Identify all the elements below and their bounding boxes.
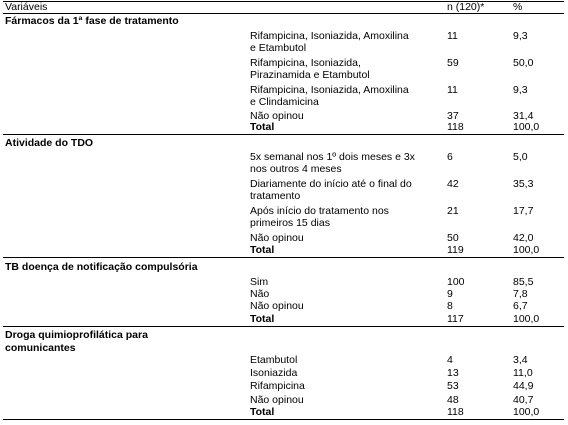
row-label: Isoniazida bbox=[250, 367, 298, 379]
row-pct: 40,7 bbox=[513, 394, 534, 406]
row-label-cont: Pirazinamida e Etambutol bbox=[250, 69, 370, 81]
header-pct: % bbox=[513, 1, 523, 13]
row-label-cont: primeiros 15 dias bbox=[250, 217, 330, 229]
total-n: 117 bbox=[447, 313, 464, 325]
row-pct: 44,9 bbox=[513, 380, 534, 392]
row-n: 48 bbox=[447, 394, 459, 406]
row-label: Não opinou bbox=[250, 110, 304, 122]
section-divider bbox=[3, 326, 564, 327]
total-pct: 100,0 bbox=[513, 244, 540, 256]
row-n: 42 bbox=[447, 178, 459, 190]
row-pct: 50,0 bbox=[513, 57, 534, 69]
total-pct: 100,0 bbox=[513, 313, 540, 325]
total-pct: 100,0 bbox=[513, 406, 540, 418]
section-title-cont: comunicantes bbox=[5, 342, 76, 354]
section-title: Atividade do TDO bbox=[5, 137, 94, 149]
row-label: Não opinou bbox=[250, 232, 304, 244]
row-label: Não bbox=[250, 288, 270, 300]
total-label: Total bbox=[250, 406, 275, 418]
row-pct: 42,0 bbox=[513, 232, 534, 244]
row-pct: 31,4 bbox=[513, 110, 534, 122]
header-n: n (120)* bbox=[447, 1, 485, 13]
row-pct: 5,0 bbox=[513, 151, 528, 163]
header-variables: Variáveis bbox=[5, 1, 48, 13]
total-n: 118 bbox=[447, 406, 464, 418]
row-pct: 6,7 bbox=[513, 300, 528, 312]
total-label: Total bbox=[250, 121, 275, 133]
row-n: 59 bbox=[447, 57, 459, 69]
row-n: 4 bbox=[447, 354, 453, 366]
row-label: Não opinou bbox=[250, 300, 304, 312]
row-label: Rifampicina, Isoniazida, Amoxilina bbox=[250, 84, 409, 96]
row-label: Rifampicina bbox=[250, 380, 305, 392]
row-n: 37 bbox=[447, 110, 459, 122]
row-n: 13 bbox=[447, 367, 459, 379]
section-divider bbox=[3, 257, 564, 258]
total-n: 119 bbox=[447, 244, 464, 256]
row-label-cont: e Clindamicina bbox=[250, 96, 319, 108]
row-n: 53 bbox=[447, 380, 459, 392]
row-n: 21 bbox=[447, 205, 459, 217]
row-label: Sim bbox=[250, 276, 269, 288]
row-pct: 35,3 bbox=[513, 178, 534, 190]
row-n: 11 bbox=[447, 84, 458, 96]
row-n: 9 bbox=[447, 288, 453, 300]
row-pct: 9,3 bbox=[513, 30, 528, 42]
row-pct: 17,7 bbox=[513, 205, 534, 217]
row-pct: 85,5 bbox=[513, 276, 534, 288]
row-pct: 11,0 bbox=[513, 367, 533, 379]
section-title: Droga quimioprofilática para bbox=[5, 329, 148, 341]
row-n: 100 bbox=[447, 276, 465, 288]
row-label: Após início do tratamento nos bbox=[250, 205, 389, 217]
row-pct: 3,4 bbox=[513, 354, 528, 366]
row-label: Etambutol bbox=[250, 354, 298, 366]
row-n: 8 bbox=[447, 300, 453, 312]
total-n: 118 bbox=[447, 121, 464, 133]
row-pct: 9,3 bbox=[513, 84, 528, 96]
total-pct: 100,0 bbox=[513, 121, 540, 133]
row-n: 50 bbox=[447, 232, 459, 244]
section-title: TB doença de notificação compulsória bbox=[5, 261, 198, 273]
row-label: Diariamente do início até o final do bbox=[250, 178, 412, 190]
total-label: Total bbox=[250, 244, 275, 256]
row-pct: 7,8 bbox=[513, 288, 528, 300]
header-bottom-rule bbox=[3, 13, 564, 14]
row-label-cont: tratamento bbox=[250, 190, 301, 202]
row-n: 6 bbox=[447, 151, 453, 163]
row-label-cont: e Etambutol bbox=[250, 42, 307, 54]
table-bottom-rule bbox=[3, 419, 564, 420]
section-divider bbox=[3, 134, 564, 135]
row-label: Não opinou bbox=[250, 394, 304, 406]
row-label-cont: nos outros 4 meses bbox=[250, 163, 342, 175]
row-label: Rifampicina, Isoniazida, bbox=[250, 57, 361, 69]
row-n: 11 bbox=[447, 30, 458, 42]
row-label: Rifampicina, Isoniazida, Amoxilina bbox=[250, 30, 409, 42]
total-label: Total bbox=[250, 313, 275, 325]
section-title: Fármacos da 1ª fase de tratamento bbox=[5, 15, 179, 27]
row-label: 5x semanal nos 1º dois meses e 3x bbox=[250, 151, 415, 163]
